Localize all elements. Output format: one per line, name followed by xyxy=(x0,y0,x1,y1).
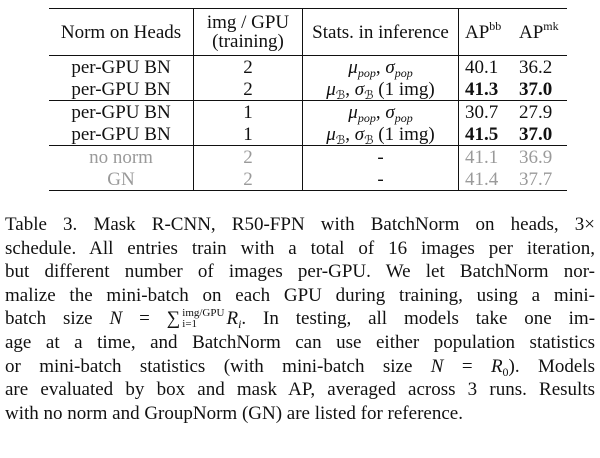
header-ap-mk: $AP^{mk}$ xyxy=(519,18,559,43)
cell-ap-bb: 30.7 xyxy=(459,101,514,124)
header-img-gpu xyxy=(194,9,303,56)
cell-stats: - xyxy=(303,146,459,169)
header-row xyxy=(49,9,567,56)
results-table xyxy=(49,8,567,191)
cell-ap-bb: 41.3 xyxy=(459,78,514,101)
cell-ap-mk: 37.0 xyxy=(519,78,553,100)
cell-ap-bb: 41.5 xyxy=(459,123,514,146)
cell-ap-bb: 41.4 xyxy=(459,168,514,191)
caption-line: but different number of images per-GPU. We let BatchNorm nor- xyxy=(5,261,595,283)
cell-img: 1 xyxy=(194,101,303,124)
cell-stats: $\mu_ℬ$, $\sigma_ℬ$ (1 img) xyxy=(303,78,459,101)
cell-stats: - xyxy=(303,168,459,191)
caption-line: malize the mini-batch on each GPU during training, using a mini- xyxy=(5,284,595,306)
caption-line: Table 3. Mask R-CNN, R50-FPN with BatchNorm on heads, 3× xyxy=(5,214,595,235)
cell-img: 1 xyxy=(194,123,303,146)
header-ap-bb: $AP^{bb}$ xyxy=(459,9,514,56)
caption-line-math: batch size N = ∑ img/GPU i=1 $R_i$. In testing, all models take one im- xyxy=(5,307,596,332)
caption-line: are evaluated by box and mask AP, averaged across 3 runs. Results xyxy=(5,379,595,401)
caption-line: age at a time, and BatchNorm can use either population statistics xyxy=(5,331,595,353)
cell-img: 2 xyxy=(194,78,303,101)
header-stats: Stats. in inference xyxy=(303,9,459,56)
cell-img: 2 xyxy=(194,56,303,79)
table-row xyxy=(49,78,567,101)
cell-ap-bb: 41.1 xyxy=(459,146,514,169)
cell-img: 2 xyxy=(194,146,303,169)
cell-norm: per-GPU BN xyxy=(49,56,194,79)
cell-norm: per-GPU BN xyxy=(71,123,171,145)
header-norm: Norm on Heads xyxy=(60,21,182,43)
cell-stats: $\mu_{pop}$, $\sigma_{pop}$ xyxy=(303,56,459,79)
cell-ap-mk: 36.9 xyxy=(513,146,567,169)
cell-ap-bb: 40.1 xyxy=(459,56,514,79)
table-row xyxy=(49,168,567,191)
table-row xyxy=(49,123,567,146)
caption-line: schedule. All entries train with a total of 16 images per iteration, xyxy=(5,237,595,259)
caption-line-math: or mini-batch statistics (with mini-batch size $N = R_0$). Models xyxy=(5,355,595,379)
cell-stats: $\mu_{pop}$, $\sigma_{pop}$ xyxy=(303,101,459,124)
table-row xyxy=(49,101,567,124)
cell-ap-mk: 37.0 xyxy=(519,123,553,145)
cell-img: 2 xyxy=(194,168,303,191)
table-caption xyxy=(5,213,595,425)
table-row xyxy=(49,146,567,169)
header-img-gpu-line2: (training) xyxy=(212,31,284,52)
cell-norm: per-GPU BN xyxy=(49,101,194,124)
cell-ap-mk: 27.9 xyxy=(513,101,567,124)
cell-norm: no norm xyxy=(49,146,194,169)
table-row xyxy=(49,56,567,79)
cell-ap-mk: 36.2 xyxy=(513,56,567,79)
cell-ap-mk: 37.7 xyxy=(513,168,567,191)
header-img-gpu-line1: img / GPU xyxy=(206,12,290,33)
cell-norm: GN xyxy=(49,168,194,191)
cell-norm: per-GPU BN xyxy=(71,78,171,100)
caption-line: with no norm and GroupNorm (GN) are listed for reference. xyxy=(5,402,463,424)
cell-stats: $\mu_ℬ$, $\sigma_ℬ$ (1 img) xyxy=(303,123,459,146)
